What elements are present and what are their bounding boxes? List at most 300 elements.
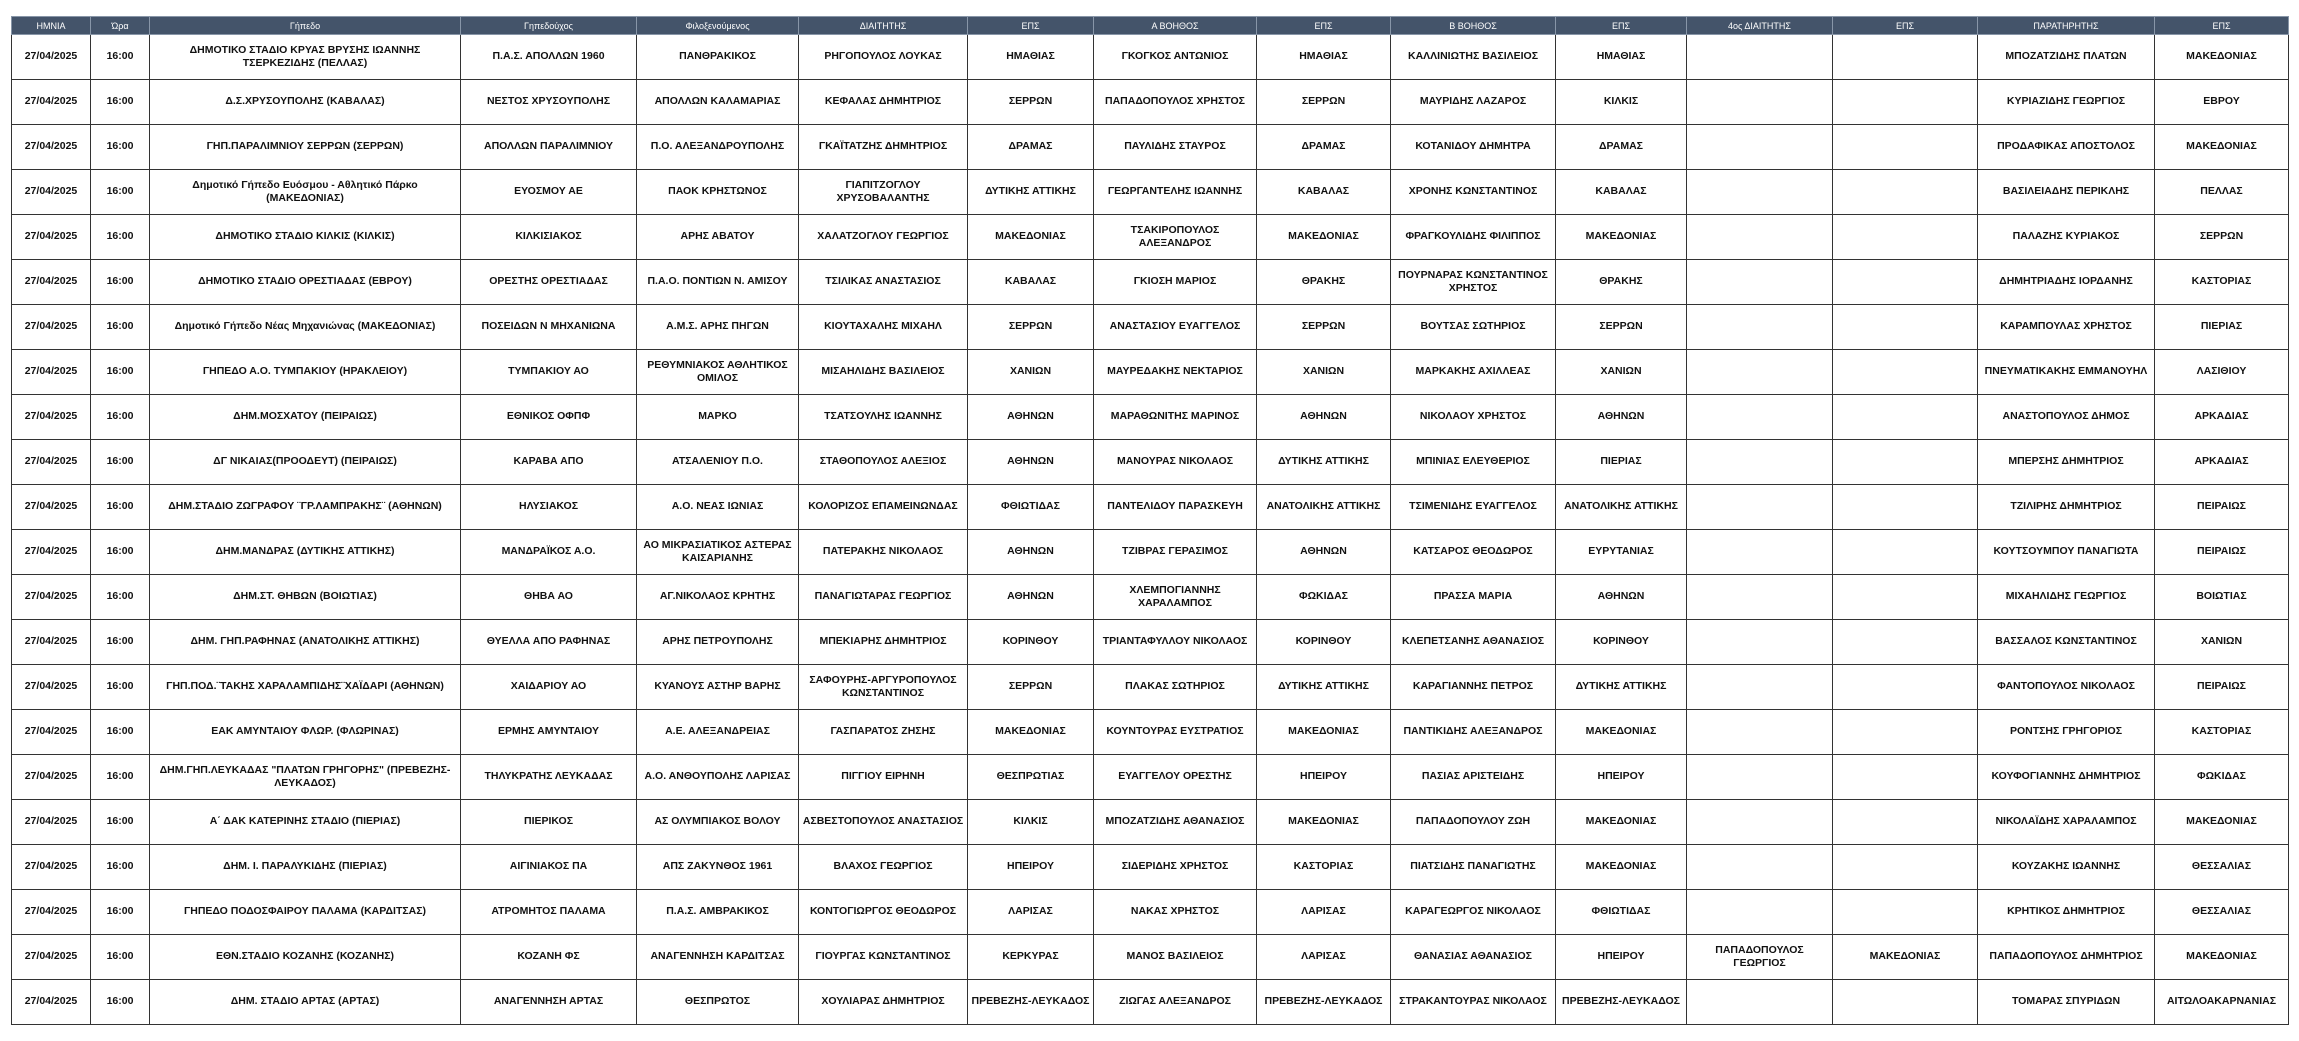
col-header-assistant-b-eps: ΕΠΣ: [1556, 17, 1687, 35]
cell-observer: ΚΟΥΤΣΟΥΜΠΟΥ ΠΑΝΑΓΙΩΤΑ: [1978, 530, 2155, 575]
cell-assistant-a: ΓΚΟΓΚΟΣ ΑΝΤΩΝΙΟΣ: [1094, 35, 1257, 80]
cell-time: 16:00: [91, 485, 150, 530]
cell-fourth-official: [1687, 845, 1833, 890]
cell-referee: ΒΛΑΧΟΣ ΓΕΩΡΓΙΟΣ: [799, 845, 968, 890]
cell-assistant-b-eps: ΜΑΚΕΔΟΝΙΑΣ: [1556, 215, 1687, 260]
cell-date: 27/04/2025: [12, 125, 91, 170]
cell-date: 27/04/2025: [12, 350, 91, 395]
cell-observer-eps: ΛΑΣΙΘΙΟΥ: [2155, 350, 2289, 395]
cell-assistant-b: ΠΑΠΑΔΟΠΟΥΛΟΥ ΖΩΗ: [1391, 800, 1556, 845]
col-header-away-team: Φιλοξενούμενος: [637, 17, 799, 35]
cell-home-team: ΟΡΕΣΤΗΣ ΟΡΕΣΤΙΑΔΑΣ: [461, 260, 637, 305]
cell-observer: ΠΡΟΔΑΦΙΚΑΣ ΑΠΟΣΤΟΛΟΣ: [1978, 125, 2155, 170]
cell-date: 27/04/2025: [12, 935, 91, 980]
cell-referee: ΧΑΛΑΤΖΟΓΛΟΥ ΓΕΩΡΓΙΟΣ: [799, 215, 968, 260]
table-row: [12, 485, 2289, 530]
cell-assistant-a: ΜΑΝΟΥΡΑΣ ΝΙΚΟΛΑΟΣ: [1094, 440, 1257, 485]
cell-referee-eps: ΣΕΡΡΩΝ: [968, 80, 1094, 125]
cell-assistant-b-eps: ΗΠΕΙΡΟΥ: [1556, 935, 1687, 980]
cell-date: 27/04/2025: [12, 800, 91, 845]
cell-date: 27/04/2025: [12, 440, 91, 485]
cell-fourth-official-eps: [1833, 710, 1978, 755]
cell-assistant-b: ΚΟΤΑΝΙΔΟΥ ΔΗΜΗΤΡΑ: [1391, 125, 1556, 170]
cell-assistant-b-eps: ΗΜΑΘΙΑΣ: [1556, 35, 1687, 80]
cell-referee: ΠΑΝΑΓΙΩΤΑΡΑΣ ΓΕΩΡΓΙΟΣ: [799, 575, 968, 620]
cell-assistant-a-eps: ΣΕΡΡΩΝ: [1257, 80, 1391, 125]
table-row: [12, 170, 2289, 215]
cell-time: 16:00: [91, 890, 150, 935]
cell-assistant-b: ΦΡΑΓΚΟΥΛΙΔΗΣ ΦΙΛΙΠΠΟΣ: [1391, 215, 1556, 260]
cell-time: 16:00: [91, 80, 150, 125]
cell-assistant-b-eps: ΑΝΑΤΟΛΙΚΗΣ ΑΤΤΙΚΗΣ: [1556, 485, 1687, 530]
cell-assistant-b-eps: ΜΑΚΕΔΟΝΙΑΣ: [1556, 800, 1687, 845]
cell-assistant-a-eps: ΗΜΑΘΙΑΣ: [1257, 35, 1391, 80]
cell-referee-eps: ΚΟΡΙΝΘΟΥ: [968, 620, 1094, 665]
cell-referee-eps: ΠΡΕΒΕΖΗΣ-ΛΕΥΚΑΔΟΣ: [968, 980, 1094, 1025]
cell-observer: ΚΟΥΖΑΚΗΣ ΙΩΑΝΝΗΣ: [1978, 845, 2155, 890]
cell-observer-eps: ΕΒΡΟΥ: [2155, 80, 2289, 125]
table-row: [12, 530, 2289, 575]
cell-observer: ΜΙΧΑΗΛΙΔΗΣ ΓΕΩΡΓΙΟΣ: [1978, 575, 2155, 620]
cell-home-team: ΘΥΕΛΛΑ ΑΠΟ ΡΑΦΗΝΑΣ: [461, 620, 637, 665]
cell-assistant-a: ΑΝΑΣΤΑΣΙΟΥ ΕΥΑΓΓΕΛΟΣ: [1094, 305, 1257, 350]
cell-away-team: ΑΠΣ ΖΑΚΥΝΘΟΣ 1961: [637, 845, 799, 890]
cell-away-team: ΠΑΝΘΡΑΚΙΚΟΣ: [637, 35, 799, 80]
cell-date: 27/04/2025: [12, 305, 91, 350]
cell-referee-eps: ΦΘΙΩΤΙΔΑΣ: [968, 485, 1094, 530]
cell-stadium: Δ.Σ.ΧΡΥΣΟΥΠΟΛΗΣ (ΚΑΒΑΛΑΣ): [150, 80, 461, 125]
cell-referee-eps: ΑΘΗΝΩΝ: [968, 575, 1094, 620]
cell-assistant-b-eps: ΕΥΡΥΤΑΝΙΑΣ: [1556, 530, 1687, 575]
cell-home-team: Π.Α.Σ. ΑΠΟΛΛΩΝ 1960: [461, 35, 637, 80]
cell-fourth-official: [1687, 260, 1833, 305]
cell-observer: ΦΑΝΤΟΠΟΥΛΟΣ ΝΙΚΟΛΑΟΣ: [1978, 665, 2155, 710]
cell-fourth-official: ΠΑΠΑΔΟΠΟΥΛΟΣ ΓΕΩΡΓΙΟΣ: [1687, 935, 1833, 980]
cell-fourth-official-eps: [1833, 845, 1978, 890]
cell-referee-eps: ΚΑΒΑΛΑΣ: [968, 260, 1094, 305]
cell-referee: ΚΕΦΑΛΑΣ ΔΗΜΗΤΡΙΟΣ: [799, 80, 968, 125]
cell-away-team: ΑΡΗΣ ΑΒΑΤΟΥ: [637, 215, 799, 260]
cell-time: 16:00: [91, 710, 150, 755]
cell-assistant-a: ΠΛΑΚΑΣ ΣΩΤΗΡΙΟΣ: [1094, 665, 1257, 710]
cell-home-team: ΑΙΓΙΝΙΑΚΟΣ ΠΑ: [461, 845, 637, 890]
cell-referee: ΣΑΦΟΥΡΗΣ-ΑΡΓΥΡΟΠΟΥΛΟΣ ΚΩΝΣΤΑΝΤΙΝΟΣ: [799, 665, 968, 710]
cell-observer-eps: ΚΑΣΤΟΡΙΑΣ: [2155, 260, 2289, 305]
cell-time: 16:00: [91, 440, 150, 485]
cell-assistant-a-eps: ΜΑΚΕΔΟΝΙΑΣ: [1257, 215, 1391, 260]
cell-time: 16:00: [91, 170, 150, 215]
cell-time: 16:00: [91, 980, 150, 1025]
cell-fourth-official-eps: [1833, 755, 1978, 800]
cell-fourth-official: [1687, 395, 1833, 440]
cell-referee-eps: ΚΕΡΚΥΡΑΣ: [968, 935, 1094, 980]
cell-fourth-official: [1687, 350, 1833, 395]
cell-assistant-a: ΜΠΟΖΑΤΖΙΔΗΣ ΑΘΑΝΑΣΙΟΣ: [1094, 800, 1257, 845]
cell-assistant-b: ΚΑΛΛΙΝΙΩΤΗΣ ΒΑΣΙΛΕΙΟΣ: [1391, 35, 1556, 80]
cell-assistant-b-eps: ΧΑΝΙΩΝ: [1556, 350, 1687, 395]
cell-fourth-official: [1687, 890, 1833, 935]
col-header-fourth-official-eps: ΕΠΣ: [1833, 17, 1978, 35]
cell-assistant-a-eps: ΠΡΕΒΕΖΗΣ-ΛΕΥΚΑΔΟΣ: [1257, 980, 1391, 1025]
cell-assistant-b-eps: ΔΥΤΙΚΗΣ ΑΤΤΙΚΗΣ: [1556, 665, 1687, 710]
cell-assistant-a: ΤΖΙΒΡΑΣ ΓΕΡΑΣΙΜΟΣ: [1094, 530, 1257, 575]
cell-referee: ΡΗΓΟΠΟΥΛΟΣ ΛΟΥΚΑΣ: [799, 35, 968, 80]
cell-home-team: ΧΑΙΔΑΡΙΟΥ ΑΟ: [461, 665, 637, 710]
cell-time: 16:00: [91, 305, 150, 350]
cell-observer-eps: ΠΕΙΡΑΙΩΣ: [2155, 665, 2289, 710]
col-header-observer: ΠΑΡΑΤΗΡΗΤΗΣ: [1978, 17, 2155, 35]
cell-referee: ΓΑΣΠΑΡΑΤΟΣ ΖΗΣΗΣ: [799, 710, 968, 755]
cell-referee-eps: ΣΕΡΡΩΝ: [968, 665, 1094, 710]
cell-fourth-official-eps: [1833, 485, 1978, 530]
cell-observer: ΡΟΝΤΣΗΣ ΓΡΗΓΟΡΙΟΣ: [1978, 710, 2155, 755]
cell-assistant-a: ΤΡΙΑΝΤΑΦΥΛΛΟΥ ΝΙΚΟΛΑΟΣ: [1094, 620, 1257, 665]
cell-away-team: ΘΕΣΠΡΩΤΟΣ: [637, 980, 799, 1025]
cell-observer: ΜΠΟΖΑΤΖΙΔΗΣ ΠΛΑΤΩΝ: [1978, 35, 2155, 80]
cell-fourth-official: [1687, 125, 1833, 170]
cell-date: 27/04/2025: [12, 35, 91, 80]
cell-time: 16:00: [91, 260, 150, 305]
table-row: [12, 215, 2289, 260]
cell-referee: ΤΣΑΤΣΟΥΛΗΣ ΙΩΑΝΝΗΣ: [799, 395, 968, 440]
cell-time: 16:00: [91, 395, 150, 440]
cell-referee-eps: ΛΑΡΙΣΑΣ: [968, 890, 1094, 935]
cell-referee-eps: ΧΑΝΙΩΝ: [968, 350, 1094, 395]
cell-referee: ΣΤΑΘΟΠΟΥΛΟΣ ΑΛΕΞΙΟΣ: [799, 440, 968, 485]
cell-referee-eps: ΜΑΚΕΔΟΝΙΑΣ: [968, 215, 1094, 260]
cell-assistant-a-eps: ΑΝΑΤΟΛΙΚΗΣ ΑΤΤΙΚΗΣ: [1257, 485, 1391, 530]
cell-observer-eps: ΧΑΝΙΩΝ: [2155, 620, 2289, 665]
cell-assistant-a-eps: ΗΠΕΙΡΟΥ: [1257, 755, 1391, 800]
table-row: [12, 620, 2289, 665]
cell-referee: ΓΚΑΪΤΑΤΖΗΣ ΔΗΜΗΤΡΙΟΣ: [799, 125, 968, 170]
cell-referee: ΓΙΟΥΡΓΑΣ ΚΩΝΣΤΑΝΤΙΝΟΣ: [799, 935, 968, 980]
cell-fourth-official-eps: [1833, 35, 1978, 80]
cell-fourth-official: [1687, 215, 1833, 260]
cell-away-team: Α.Ο. ΝΕΑΣ ΙΩΝΙΑΣ: [637, 485, 799, 530]
table-row: [12, 350, 2289, 395]
cell-home-team: ΕΘΝΙΚΟΣ ΟΦΠΦ: [461, 395, 637, 440]
cell-away-team: ΑΣ ΟΛΥΜΠΙΑΚΟΣ ΒΟΛΟΥ: [637, 800, 799, 845]
cell-away-team: ΑΠΟΛΛΩΝ ΚΑΛΑΜΑΡΙΑΣ: [637, 80, 799, 125]
cell-observer-eps: ΘΕΣΣΑΛΙΑΣ: [2155, 890, 2289, 935]
cell-date: 27/04/2025: [12, 575, 91, 620]
cell-date: 27/04/2025: [12, 260, 91, 305]
cell-time: 16:00: [91, 125, 150, 170]
table-row: [12, 935, 2289, 980]
cell-assistant-a: ΚΟΥΝΤΟΥΡΑΣ ΕΥΣΤΡΑΤΙΟΣ: [1094, 710, 1257, 755]
cell-away-team: Α.Ε. ΑΛΕΞΑΝΔΡΕΙΑΣ: [637, 710, 799, 755]
cell-observer: ΠΑΠΑΔΟΠΟΥΛΟΣ ΔΗΜΗΤΡΙΟΣ: [1978, 935, 2155, 980]
cell-fourth-official-eps: [1833, 665, 1978, 710]
cell-assistant-b-eps: ΦΘΙΩΤΙΔΑΣ: [1556, 890, 1687, 935]
cell-stadium: ΓΗΠΕΔΟ Α.Ο. ΤΥΜΠΑΚΙΟΥ (ΗΡΑΚΛΕΙΟΥ): [150, 350, 461, 395]
col-header-assistant-b: Β ΒΟΗΘΟΣ: [1391, 17, 1556, 35]
cell-assistant-b: ΒΟΥΤΣΑΣ ΣΩΤΗΡΙΟΣ: [1391, 305, 1556, 350]
cell-home-team: ΘΗΒΑ ΑΟ: [461, 575, 637, 620]
cell-assistant-b-eps: ΠΡΕΒΕΖΗΣ-ΛΕΥΚΑΔΟΣ: [1556, 980, 1687, 1025]
cell-assistant-a-eps: ΔΡΑΜΑΣ: [1257, 125, 1391, 170]
cell-date: 27/04/2025: [12, 755, 91, 800]
cell-assistant-b-eps: ΜΑΚΕΔΟΝΙΑΣ: [1556, 845, 1687, 890]
cell-fourth-official-eps: [1833, 395, 1978, 440]
cell-home-team: ΚΙΛΚΙΣΙΑΚΟΣ: [461, 215, 637, 260]
cell-referee: ΓΙΑΠΙΤΖΟΓΛΟΥ ΧΡΥΣΟΒΑΛΑΝΤΗΣ: [799, 170, 968, 215]
cell-time: 16:00: [91, 800, 150, 845]
cell-referee-eps: ΑΘΗΝΩΝ: [968, 395, 1094, 440]
cell-assistant-a: ΤΣΑΚΙΡΟΠΟΥΛΟΣ ΑΛΕΞΑΝΔΡΟΣ: [1094, 215, 1257, 260]
cell-fourth-official: [1687, 665, 1833, 710]
col-header-assistant-a-eps: ΕΠΣ: [1257, 17, 1391, 35]
cell-away-team: Π.Α.Σ. ΑΜΒΡΑΚΙΚΟΣ: [637, 890, 799, 935]
cell-fourth-official-eps: [1833, 440, 1978, 485]
cell-stadium: ΔΗΜ.ΜΟΣΧΑΤΟΥ (ΠΕΙΡΑΙΩΣ): [150, 395, 461, 440]
table-body: [12, 35, 2289, 1025]
cell-assistant-b: ΜΑΥΡΙΔΗΣ ΛΑΖΑΡΟΣ: [1391, 80, 1556, 125]
cell-assistant-a: ΖΙΩΓΑΣ ΑΛΕΞΑΝΔΡΟΣ: [1094, 980, 1257, 1025]
cell-fourth-official-eps: ΜΑΚΕΔΟΝΙΑΣ: [1833, 935, 1978, 980]
cell-stadium: ΔΗΜΟΤΙΚΟ ΣΤΑΔΙΟ ΟΡΕΣΤΙΑΔΑΣ (ΕΒΡΟΥ): [150, 260, 461, 305]
cell-fourth-official: [1687, 440, 1833, 485]
table-row: [12, 35, 2289, 80]
cell-observer-eps: ΜΑΚΕΔΟΝΙΑΣ: [2155, 935, 2289, 980]
cell-date: 27/04/2025: [12, 845, 91, 890]
cell-assistant-b-eps: ΔΡΑΜΑΣ: [1556, 125, 1687, 170]
cell-referee: ΚΙΟΥΤΑΧΑΛΗΣ ΜΙΧΑΗΛ: [799, 305, 968, 350]
cell-away-team: ΑΓ.ΝΙΚΟΛΑΟΣ ΚΡΗΤΗΣ: [637, 575, 799, 620]
cell-referee: ΜΙΣΑΗΛΙΔΗΣ ΒΑΣΙΛΕΙΟΣ: [799, 350, 968, 395]
cell-fourth-official: [1687, 170, 1833, 215]
cell-date: 27/04/2025: [12, 485, 91, 530]
cell-fourth-official-eps: [1833, 215, 1978, 260]
table-row: [12, 980, 2289, 1025]
cell-referee: ΚΟΛΟΡΙΖΟΣ ΕΠΑΜΕΙΝΩΝΔΑΣ: [799, 485, 968, 530]
cell-date: 27/04/2025: [12, 710, 91, 755]
cell-fourth-official: [1687, 80, 1833, 125]
cell-assistant-a-eps: ΧΑΝΙΩΝ: [1257, 350, 1391, 395]
col-header-assistant-a: Α ΒΟΗΘΟΣ: [1094, 17, 1257, 35]
cell-assistant-a: ΠΑΠΑΔΟΠΟΥΛΟΣ ΧΡΗΣΤΟΣ: [1094, 80, 1257, 125]
cell-home-team: ΠΙΕΡΙΚΟΣ: [461, 800, 637, 845]
col-header-observer-eps: ΕΠΣ: [2155, 17, 2289, 35]
col-header-date: ΗΜΝΙΑ: [12, 17, 91, 35]
cell-date: 27/04/2025: [12, 665, 91, 710]
cell-fourth-official-eps: [1833, 305, 1978, 350]
cell-away-team: Α.Ο. ΑΝΘΟΥΠΟΛΗΣ ΛΑΡΙΣΑΣ: [637, 755, 799, 800]
cell-assistant-a: ΓΚΙΟΣΗ ΜΑΡΙΟΣ: [1094, 260, 1257, 305]
cell-observer: ΒΑΣΣΑΛΟΣ ΚΩΝΣΤΑΝΤΙΝΟΣ: [1978, 620, 2155, 665]
cell-home-team: ΕΡΜΗΣ ΑΜΥΝΤΑΙΟΥ: [461, 710, 637, 755]
cell-observer: ΜΠΕΡΣΗΣ ΔΗΜΗΤΡΙΟΣ: [1978, 440, 2155, 485]
cell-assistant-b: ΧΡΟΝΗΣ ΚΩΝΣΤΑΝΤΙΝΟΣ: [1391, 170, 1556, 215]
cell-referee: ΚΟΝΤΟΓΙΩΡΓΟΣ ΘΕΟΔΩΡΟΣ: [799, 890, 968, 935]
cell-time: 16:00: [91, 665, 150, 710]
cell-assistant-a: ΜΑΝΟΣ ΒΑΣΙΛΕΙΟΣ: [1094, 935, 1257, 980]
col-header-stadium: Γήπεδο: [150, 17, 461, 35]
cell-assistant-a: ΣΙΔΕΡΙΔΗΣ ΧΡΗΣΤΟΣ: [1094, 845, 1257, 890]
cell-home-team: ΑΝΑΓΕΝΝΗΣΗ ΑΡΤΑΣ: [461, 980, 637, 1025]
cell-assistant-a-eps: ΣΕΡΡΩΝ: [1257, 305, 1391, 350]
cell-assistant-a-eps: ΑΘΗΝΩΝ: [1257, 530, 1391, 575]
cell-assistant-b: ΣΤΡΑΚΑΝΤΟΥΡΑΣ ΝΙΚΟΛΑΟΣ: [1391, 980, 1556, 1025]
table-row: [12, 260, 2289, 305]
cell-away-team: ΑΟ ΜΙΚΡΑΣΙΑΤΙΚΟΣ ΑΣΤΕΡΑΣ ΚΑΙΣΑΡΙΑΝΗΣ: [637, 530, 799, 575]
cell-fourth-official-eps: [1833, 620, 1978, 665]
cell-date: 27/04/2025: [12, 395, 91, 440]
table-row: [12, 125, 2289, 170]
cell-observer-eps: ΘΕΣΣΑΛΙΑΣ: [2155, 845, 2289, 890]
cell-observer: ΔΗΜΗΤΡΙΑΔΗΣ ΙΟΡΔΑΝΗΣ: [1978, 260, 2155, 305]
cell-away-team: ΑΤΣΑΛΕΝΙΟΥ Π.Ο.: [637, 440, 799, 485]
cell-stadium: Α΄ ΔΑΚ ΚΑΤΕΡΙΝΗΣ ΣΤΑΔΙΟ (ΠΙΕΡΙΑΣ): [150, 800, 461, 845]
cell-assistant-b-eps: ΚΑΒΑΛΑΣ: [1556, 170, 1687, 215]
cell-observer: ΠΝΕΥΜΑΤΙΚΑΚΗΣ ΕΜΜΑΝΟΥΗΛ: [1978, 350, 2155, 395]
cell-stadium: ΔΗΜ. Ι. ΠΑΡΑΛΥΚΙΔΗΣ (ΠΙΕΡΙΑΣ): [150, 845, 461, 890]
cell-assistant-a-eps: ΛΑΡΙΣΑΣ: [1257, 890, 1391, 935]
cell-stadium: Δημοτικό Γήπεδο Νέας Μηχανιώνας (ΜΑΚΕΔΟΝΙΑΣ): [150, 305, 461, 350]
cell-assistant-b-eps: ΠΙΕΡΙΑΣ: [1556, 440, 1687, 485]
cell-assistant-a-eps: ΜΑΚΕΔΟΝΙΑΣ: [1257, 800, 1391, 845]
cell-stadium: ΔΗΜ.ΣΤΑΔΙΟ ΖΩΓΡΑΦΟΥ ¨ΓΡ.ΛΑΜΠΡΑΚΗΣ¨ (ΑΘΗΝΩΝ): [150, 485, 461, 530]
cell-observer-eps: ΒΟΙΩΤΙΑΣ: [2155, 575, 2289, 620]
cell-fourth-official: [1687, 530, 1833, 575]
cell-home-team: ΚΟΖΑΝΗ ΦΣ: [461, 935, 637, 980]
cell-fourth-official: [1687, 305, 1833, 350]
cell-assistant-b: ΠΑΣΙΑΣ ΑΡΙΣΤΕΙΔΗΣ: [1391, 755, 1556, 800]
table-row: [12, 755, 2289, 800]
cell-stadium: ΕΑΚ ΑΜΥΝΤΑΙΟΥ ΦΛΩΡ. (ΦΛΩΡΙΝΑΣ): [150, 710, 461, 755]
cell-assistant-a-eps: ΚΟΡΙΝΘΟΥ: [1257, 620, 1391, 665]
cell-assistant-b: ΚΑΡΑΓΙΑΝΝΗΣ ΠΕΤΡΟΣ: [1391, 665, 1556, 710]
cell-observer-eps: ΠΕΙΡΑΙΩΣ: [2155, 485, 2289, 530]
cell-fourth-official-eps: [1833, 980, 1978, 1025]
cell-stadium: ΔΗΜΟΤΙΚΟ ΣΤΑΔΙΟ ΚΙΛΚΙΣ (ΚΙΛΚΙΣ): [150, 215, 461, 260]
cell-date: 27/04/2025: [12, 890, 91, 935]
cell-away-team: Π.Α.Ο. ΠΟΝΤΙΩΝ Ν. ΑΜΙΣΟΥ: [637, 260, 799, 305]
cell-assistant-b-eps: ΚΟΡΙΝΘΟΥ: [1556, 620, 1687, 665]
cell-referee-eps: ΗΠΕΙΡΟΥ: [968, 845, 1094, 890]
cell-assistant-b-eps: ΣΕΡΡΩΝ: [1556, 305, 1687, 350]
col-header-time: Ώρα: [91, 17, 150, 35]
cell-stadium: ΔΗΜ. ΓΗΠ.ΡΑΦΗΝΑΣ (ΑΝΑΤΟΛΙΚΗΣ ΑΤΤΙΚΗΣ): [150, 620, 461, 665]
cell-fourth-official-eps: [1833, 260, 1978, 305]
cell-time: 16:00: [91, 755, 150, 800]
cell-referee-eps: ΜΑΚΕΔΟΝΙΑΣ: [968, 710, 1094, 755]
cell-assistant-a: ΜΑΡΑΘΩΝΙΤΗΣ ΜΑΡΙΝΟΣ: [1094, 395, 1257, 440]
cell-referee: ΜΠΕΚΙΑΡΗΣ ΔΗΜΗΤΡΙΟΣ: [799, 620, 968, 665]
cell-observer-eps: ΚΑΣΤΟΡΙΑΣ: [2155, 710, 2289, 755]
table-row: [12, 845, 2289, 890]
cell-observer-eps: ΣΕΡΡΩΝ: [2155, 215, 2289, 260]
table-row: [12, 80, 2289, 125]
cell-assistant-b: ΚΛΕΠΕΤΣΑΝΗΣ ΑΘΑΝΑΣΙΟΣ: [1391, 620, 1556, 665]
cell-referee: ΠΙΓΓΙΟΥ ΕΙΡΗΝΗ: [799, 755, 968, 800]
cell-stadium: ΔΗΜΟΤΙΚΟ ΣΤΑΔΙΟ ΚΡΥΑΣ ΒΡΥΣΗΣ ΙΩΑΝΝΗΣ ΤΣΕΡΚΕΖΙΔΗΣ (ΠΕΛΛΑΣ): [150, 35, 461, 80]
table-row: [12, 800, 2289, 845]
cell-fourth-official-eps: [1833, 125, 1978, 170]
cell-fourth-official: [1687, 485, 1833, 530]
col-header-referee: ΔΙΑΙΤΗΤΗΣ: [799, 17, 968, 35]
cell-home-team: ΝΕΣΤΟΣ ΧΡΥΣΟΥΠΟΛΗΣ: [461, 80, 637, 125]
cell-observer-eps: ΠΙΕΡΙΑΣ: [2155, 305, 2289, 350]
cell-assistant-a-eps: ΛΑΡΙΣΑΣ: [1257, 935, 1391, 980]
col-header-home-team: Γηπεδούχος: [461, 17, 637, 35]
cell-stadium: ΔΗΜ. ΣΤΑΔΙΟ ΑΡΤΑΣ (ΑΡΤΑΣ): [150, 980, 461, 1025]
cell-assistant-b: ΜΠΙΝΙΑΣ ΕΛΕΥΘΕΡΙΟΣ: [1391, 440, 1556, 485]
cell-away-team: ΑΝΑΓΕΝΝΗΣΗ ΚΑΡΔΙΤΣΑΣ: [637, 935, 799, 980]
cell-stadium: ΔΗΜ.ΓΗΠ.ΛΕΥΚΑΔΑΣ "ΠΛΑΤΩΝ ΓΡΗΓΟΡΗΣ" (ΠΡΕΒΕΖΗΣ-ΛΕΥΚΑΔΟΣ): [150, 755, 461, 800]
cell-assistant-a: ΠΑΥΛΙΔΗΣ ΣΤΑΥΡΟΣ: [1094, 125, 1257, 170]
cell-observer-eps: ΜΑΚΕΔΟΝΙΑΣ: [2155, 800, 2289, 845]
cell-referee-eps: ΚΙΛΚΙΣ: [968, 800, 1094, 845]
cell-assistant-b-eps: ΘΡΑΚΗΣ: [1556, 260, 1687, 305]
cell-observer-eps: ΑΡΚΑΔΙΑΣ: [2155, 440, 2289, 485]
cell-stadium: ΕΘΝ.ΣΤΑΔΙΟ ΚΟΖΑΝΗΣ (ΚΟΖΑΝΗΣ): [150, 935, 461, 980]
cell-referee: ΑΣΒΕΣΤΟΠΟΥΛΟΣ ΑΝΑΣΤΑΣΙΟΣ: [799, 800, 968, 845]
cell-stadium: ΓΗΠ.ΠΑΡΑΛΙΜΝΙΟΥ ΣΕΡΡΩΝ (ΣΕΡΡΩΝ): [150, 125, 461, 170]
cell-observer-eps: ΠΕΛΛΑΣ: [2155, 170, 2289, 215]
cell-referee-eps: ΣΕΡΡΩΝ: [968, 305, 1094, 350]
cell-assistant-b: ΜΑΡΚΑΚΗΣ ΑΧΙΛΛΕΑΣ: [1391, 350, 1556, 395]
cell-fourth-official-eps: [1833, 890, 1978, 935]
cell-observer-eps: ΠΕΙΡΑΙΩΣ: [2155, 530, 2289, 575]
cell-fourth-official-eps: [1833, 800, 1978, 845]
cell-date: 27/04/2025: [12, 980, 91, 1025]
cell-fourth-official-eps: [1833, 170, 1978, 215]
cell-fourth-official-eps: [1833, 350, 1978, 395]
cell-assistant-b-eps: ΜΑΚΕΔΟΝΙΑΣ: [1556, 710, 1687, 755]
cell-observer: ΤΟΜΑΡΑΣ ΣΠΥΡΙΔΩΝ: [1978, 980, 2155, 1025]
cell-assistant-a-eps: ΑΘΗΝΩΝ: [1257, 395, 1391, 440]
cell-time: 16:00: [91, 35, 150, 80]
cell-assistant-a: ΝΑΚΑΣ ΧΡΗΣΤΟΣ: [1094, 890, 1257, 935]
cell-assistant-a-eps: ΚΑΣΤΟΡΙΑΣ: [1257, 845, 1391, 890]
cell-assistant-a: ΠΑΝΤΕΛΙΔΟΥ ΠΑΡΑΣΚΕΥΗ: [1094, 485, 1257, 530]
cell-home-team: ΑΠΟΛΛΩΝ ΠΑΡΑΛΙΜΝΙΟΥ: [461, 125, 637, 170]
cell-observer: ΒΑΣΙΛΕΙΑΔΗΣ ΠΕΡΙΚΛΗΣ: [1978, 170, 2155, 215]
cell-assistant-a-eps: ΚΑΒΑΛΑΣ: [1257, 170, 1391, 215]
cell-home-team: ΕΥΟΣΜΟΥ ΑΕ: [461, 170, 637, 215]
referee-assignments-table: [11, 16, 2289, 1025]
col-header-fourth-official: 4ος ΔΙΑΙΤΗΤΗΣ: [1687, 17, 1833, 35]
cell-away-team: Α.Μ.Σ. ΑΡΗΣ ΠΗΓΩΝ: [637, 305, 799, 350]
cell-fourth-official: [1687, 710, 1833, 755]
cell-referee-eps: ΔΡΑΜΑΣ: [968, 125, 1094, 170]
cell-assistant-b: ΠΙΑΤΣΙΔΗΣ ΠΑΝΑΓΙΩΤΗΣ: [1391, 845, 1556, 890]
cell-stadium: ΔΗΜ.ΣΤ. ΘΗΒΩΝ (ΒΟΙΩΤΙΑΣ): [150, 575, 461, 620]
cell-observer-eps: ΦΩΚΙΔΑΣ: [2155, 755, 2289, 800]
cell-assistant-a-eps: ΜΑΚΕΔΟΝΙΑΣ: [1257, 710, 1391, 755]
cell-time: 16:00: [91, 575, 150, 620]
cell-date: 27/04/2025: [12, 215, 91, 260]
cell-date: 27/04/2025: [12, 530, 91, 575]
cell-fourth-official: [1687, 620, 1833, 665]
cell-referee-eps: ΑΘΗΝΩΝ: [968, 440, 1094, 485]
table-row: [12, 890, 2289, 935]
cell-referee-eps: ΗΜΑΘΙΑΣ: [968, 35, 1094, 80]
cell-assistant-b: ΘΑΝΑΣΙΑΣ ΑΘΑΝΑΣΙΟΣ: [1391, 935, 1556, 980]
cell-referee-eps: ΘΕΣΠΡΩΤΙΑΣ: [968, 755, 1094, 800]
cell-home-team: ΤΥΜΠΑΚΙΟΥ ΑΟ: [461, 350, 637, 395]
table-row: [12, 575, 2289, 620]
table-row: [12, 440, 2289, 485]
cell-observer: ΝΙΚΟΛΑΪΔΗΣ ΧΑΡΑΛΑΜΠΟΣ: [1978, 800, 2155, 845]
cell-referee: ΠΑΤΕΡΑΚΗΣ ΝΙΚΟΛΑΟΣ: [799, 530, 968, 575]
cell-away-team: ΠΑΟΚ ΚΡΗΣΤΩΝΟΣ: [637, 170, 799, 215]
cell-away-team: ΚΥΑΝΟΥΣ ΑΣΤΗΡ ΒΑΡΗΣ: [637, 665, 799, 710]
cell-assistant-b: ΠΟΥΡΝΑΡΑΣ ΚΩΝΣΤΑΝΤΙΝΟΣ ΧΡΗΣΤΟΣ: [1391, 260, 1556, 305]
cell-assistant-b: ΚΑΡΑΓΕΩΡΓΟΣ ΝΙΚΟΛΑΟΣ: [1391, 890, 1556, 935]
